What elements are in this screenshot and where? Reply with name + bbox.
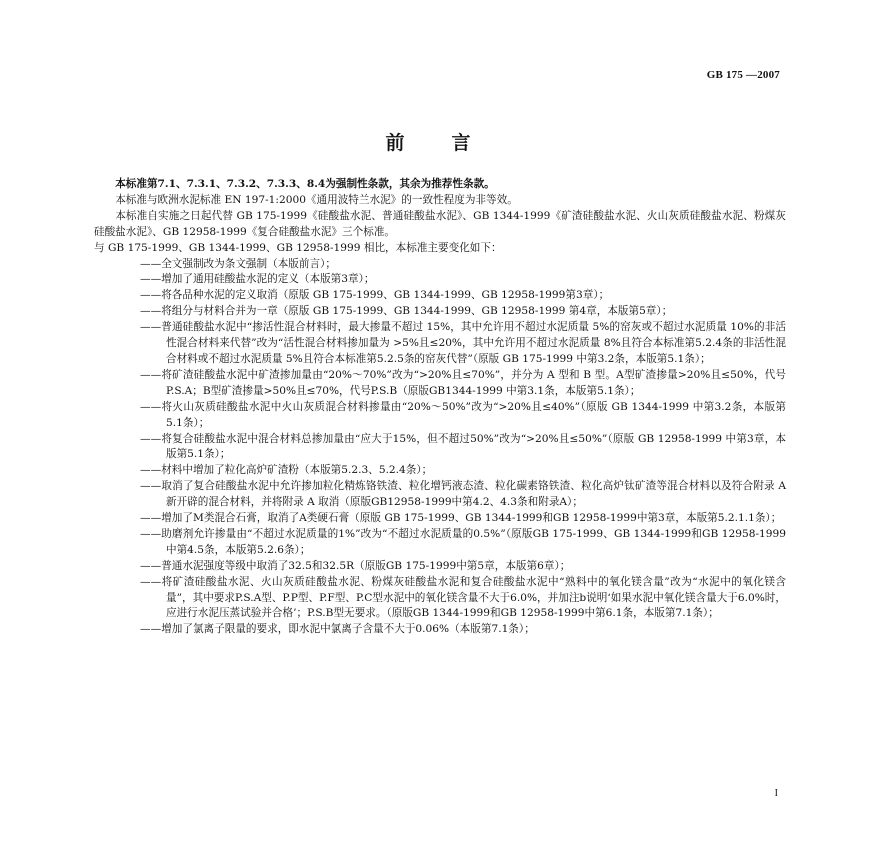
mandatory-clauses-paragraph: 本标准第7.1、7.3.1、7.3.2、7.3.3、8.4为强制性条款，其余为推荐性条款。: [115, 178, 495, 190]
list-item: ——普通水泥强度等级中取消了32.5和32.5R（原版GB 175-1999中第5章，本版第6章）；: [140, 559, 571, 572]
equivalence-paragraph: 本标准与欧洲水泥标准 EN 197-1:2000《通用波特兰水泥》的一致性程度为非等效。: [115, 193, 518, 206]
list-item: ——增加了M类混合石膏，取消了A类硬石膏（原版 GB 175-1999、GB 1344-1999和GB 12958-1999中第3章，本版第5.2.1.1条）；: [140, 512, 782, 525]
list-item: ——将火山灰质硅酸盐水泥中火山灰质混合材料掺量由“20%～50%”改为“>20%且≤40%”（原版 GB 1344-1999 中第3.2条，本版第5.1条）；: [140, 400, 786, 429]
list-item: ——将矿渣硅酸盐水泥、火山灰质硅酸盐水泥、粉煤灰硅酸盐水泥和复合硅酸盐水泥中“熟料中的氧化镁含量”改为“水泥中的氧化镁含量”，其中要求P.S.A型、P.P型、P.F型、P.C型水泥中的氧化镁含量不大于6.0%，并加注b说明‘如果水泥中氧化镁含量大于6.0%时，应进行水泥压蒸试验并合格’；P.S.B型无要求。（原版GB 1344-1999和GB 12958-1999中第6.1条，本版第7.1条）；: [140, 575, 786, 620]
list-item: ——全文强制改为条文强制（本版前言）；: [140, 257, 336, 270]
standard-code: GB 175 —2007: [706, 69, 780, 81]
list-item: ——将矿渣硅酸盐水泥中矿渣掺加量由“20%～70%”改为“>20%且≤70%”，并分为 A 型和 B 型。A型矿渣掺量>20%且≤50%，代号P.S.A；B型矿渣掺量>50%且≤70%，代号P.S.B（原版GB1344-1999 中第3.1条，本版第5.1条）；: [140, 368, 786, 397]
list-item: ——普通硅酸盐水泥中“掺活性混合材料时，最大掺量不超过 15%，其中允许用不超过水泥质量 5%的窑灰或不超过水泥质量 10%的非活性混合材料来代替”改为“活性混合材料掺加量为 >5%且≤20%，其中允许用不超过水泥质量 8%且符合本标准第5.2.4条的非活性混合材料或不超过水泥质量 5%且符合本标准第5.2.5条的窑灰代替”（原版 GB 175-1999 中第3.2条，本版第5.1条）；: [140, 321, 786, 365]
page-number: I: [774, 788, 778, 799]
foreword-body: [94, 177, 786, 638]
changes-intro-paragraph: 与 GB 175-1999、GB 1344-1999、GB 12958-1999 相比，本标准主要变化如下：: [94, 241, 502, 254]
list-item: ——助磨剂允许掺量由“不超过水泥质量的1%”改为“不超过水泥质量的0.5%”（原版GB 175-1999、GB 1344-1999和GB 12958-1999中第4.5条，本版第5.2.6条）；: [140, 527, 786, 556]
list-item: ——增加了通用硅酸盐水泥的定义（本版第3章）；: [140, 273, 375, 286]
replacement-paragraph: 本标准自实施之日起代替 GB 175-1999《硅酸盐水泥、普通硅酸盐水泥》、GB 1344-1999《矿渣硅酸盐水泥、火山灰质硅酸盐水泥、粉煤灰硅酸盐水泥》、GB 12958-1999《复合硅酸盐水泥》三个标准。: [94, 209, 786, 238]
page-title: 前 言: [385, 132, 485, 154]
list-item: ——将组分与材料合并为一章（原版 GB 175-1999、GB 1344-1999、GB 12958-1999 第4章，本版第5章）；: [140, 305, 673, 318]
list-item: ——将各品种水泥的定义取消（原版 GB 175-1999、GB 1344-1999、GB 12958-1999第3章）；: [140, 289, 610, 302]
list-item: ——材料中增加了粒化高炉矿渣粉（本版第5.2.3、5.2.4条）；: [140, 464, 433, 477]
list-item: ——将复合硅酸盐水泥中混合材料总掺加量由“应大于15%，但不超过50%”改为“>20%且≤50%”（原版 GB 12958-1999 中第3章，本版第5.1条）；: [140, 432, 786, 461]
list-item: ——增加了氯离子限量的要求，即水泥中氯离子含量不大于0.06%（本版第7.1条）；: [140, 623, 535, 636]
list-item: ——取消了复合硅酸盐水泥中允许掺加粒化精炼铬铁渣、粒化增钙液态渣、粒化碳素铬铁渣、粒化高炉钛矿渣等混合材料以及符合附录 A 新开辟的混合材料，并将附录 A 取消（原版GB12958-1999中第4.2、4.3条和附录A）；: [140, 480, 786, 509]
